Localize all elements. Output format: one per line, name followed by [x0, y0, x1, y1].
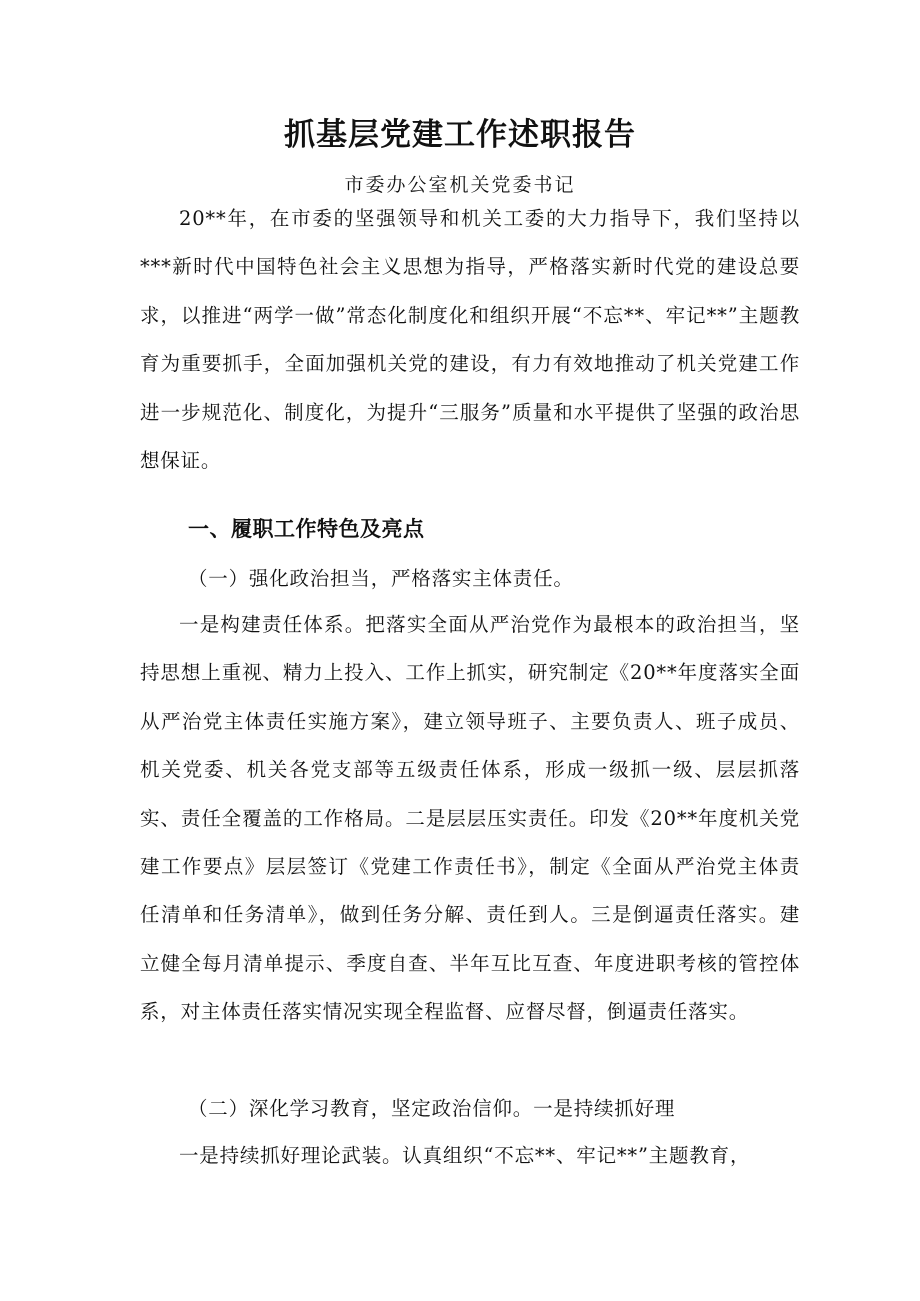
subsection-paragraph-1: 一是构建责任体系。把落实全面从严治党作为最根本的政治担当，坚持思想上重视、精力上投入、工作上抓实，研究制定《20**年度落实全面从严治党主体责任实施方案》，建立领导班子、主要负责人、班子成员、机关党委、机关各党支部等五级责任体系，形成一级抓一级、层层抓落实、责任全覆盖的工作格局。二是层层压实责任。印发《20**年度机关党建工作要点》层层签订《党建工作责任书》，制定《全面从严治党主体责任清单和任务清单》，做到任务分解、责任到人。三是倒逼责任落实。建立健全每月清单提示、季度自查、半年互比互查、年度进职考核的管控体系，对主体责任落实情况实现全程监督、应督尽督，倒逼责任落实。 — [140, 613, 800, 1024]
intro-paragraph: 20**年，在市委的坚强领导和机关工委的大力指导下，我们坚持以***新时代中国特色社会主义思想为指导，严格落实新时代党的建设总要求，以推进“两学一做”常态化制度化和组织开展“不忘**、牢记**”主题教育为重要抓手，全面加强机关党的建设，有力有效地推动了机关党建工作进一步规范化、制度化，为提升“三服务”质量和水平提供了坚强的政治思想保证。 — [140, 207, 800, 473]
subsection-paragraph-2: 一是持续抓好理论武装。认真组织“不忘**、牢记**”主题教育， — [179, 1144, 751, 1167]
section-heading: 一、履职工作特色及亮点 — [188, 517, 425, 541]
subsection-heading-1: （一）强化政治担当，严格落实主体责任。 — [188, 567, 574, 590]
document-subtitle: 市委办公室机关党委书记 — [344, 174, 576, 196]
document-title: 抓基层党建工作述职报告 — [284, 117, 636, 153]
subsection-heading-2: （二）深化学习教育，坚定政治信仰。一是持续抓好理 — [188, 1097, 676, 1120]
